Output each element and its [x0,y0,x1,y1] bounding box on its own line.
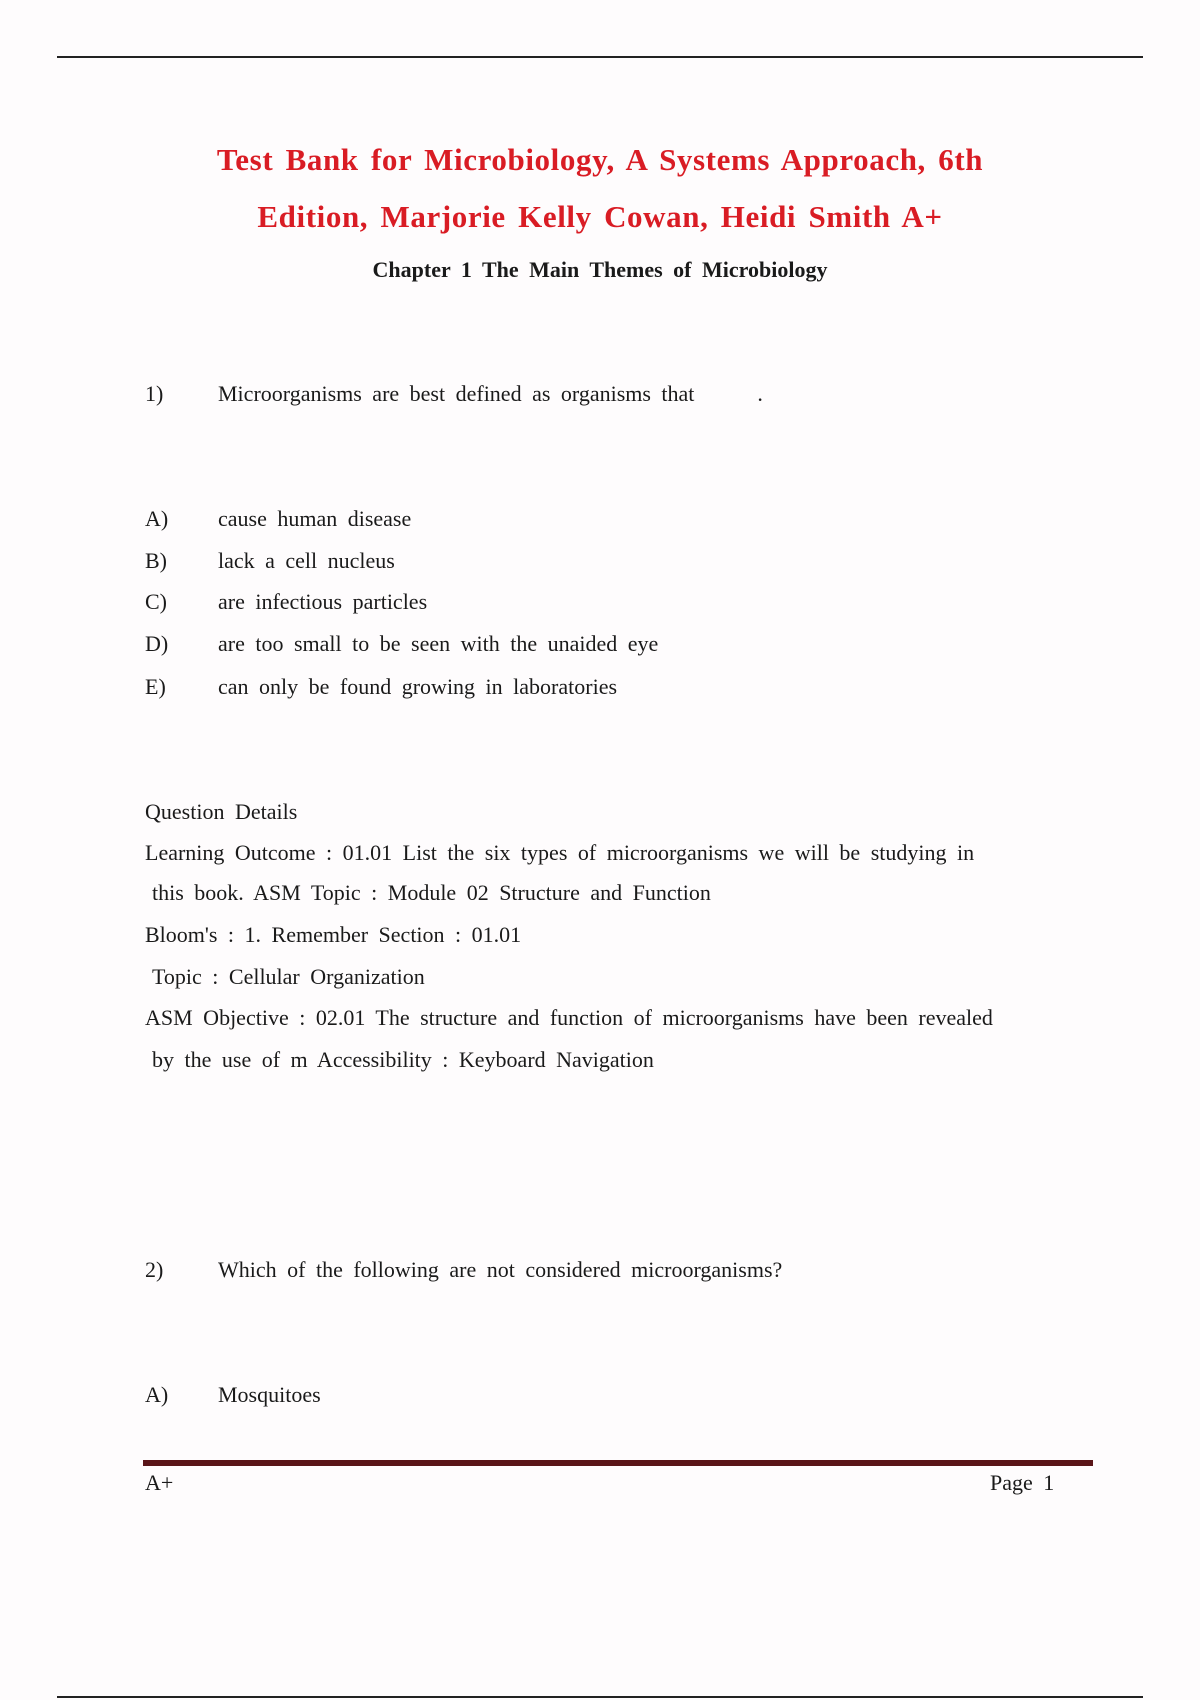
question-text: Microorganisms are best defined as organisms that . [218,381,763,406]
details-asm-topic: this book. ASM Topic : Module 02 Structure and Function [152,880,711,905]
top-rule [57,56,1143,58]
option-text: lack a cell nucleus [218,548,395,573]
document-title-line-2: Edition, Marjorie Kelly Cowan, Heidi Smith A+ [257,199,943,234]
option-text: are too small to be seen with the unaided eye [218,631,659,656]
question-number: 2) [145,1257,164,1282]
option-letter: E) [145,674,166,699]
option-letter: A) [145,1382,169,1407]
question-text: Which of the following are not considered microorganisms? [218,1257,783,1282]
option-text: are infectious particles [218,589,428,614]
page-number: Page 1 [990,1470,1055,1495]
bottom-rule [57,1696,1143,1698]
details-heading: Question Details [145,799,298,824]
details-blooms: Bloom's : 1. Remember Section : 01.01 [145,922,522,947]
option-text: cause human disease [218,506,412,531]
question-number: 1) [145,381,164,406]
details-learning-outcome: Learning Outcome : 01.01 List the six types of microorganisms we will be studying in [145,840,975,865]
option-text: can only be found growing in laboratories [218,674,618,699]
document-title-line-1: Test Bank for Microbiology, A Systems Approach, 6th [216,142,984,177]
details-topic: Topic : Cellular Organization [152,964,425,989]
option-letter: D) [145,631,169,656]
footer-divider [143,1460,1093,1466]
option-letter: B) [145,548,167,573]
option-letter: A) [145,506,169,531]
details-accessibility: by the use of m Accessibility : Keyboard Navigation [152,1047,654,1072]
option-text: Mosquitoes [218,1382,321,1407]
option-letter: C) [145,589,167,614]
footer-label: A+ [145,1470,174,1495]
chapter-heading: Chapter 1 The Main Themes of Microbiology [372,257,828,282]
details-asm-objective: ASM Objective : 02.01 The structure and function of microorganisms have been revealed [145,1005,993,1030]
